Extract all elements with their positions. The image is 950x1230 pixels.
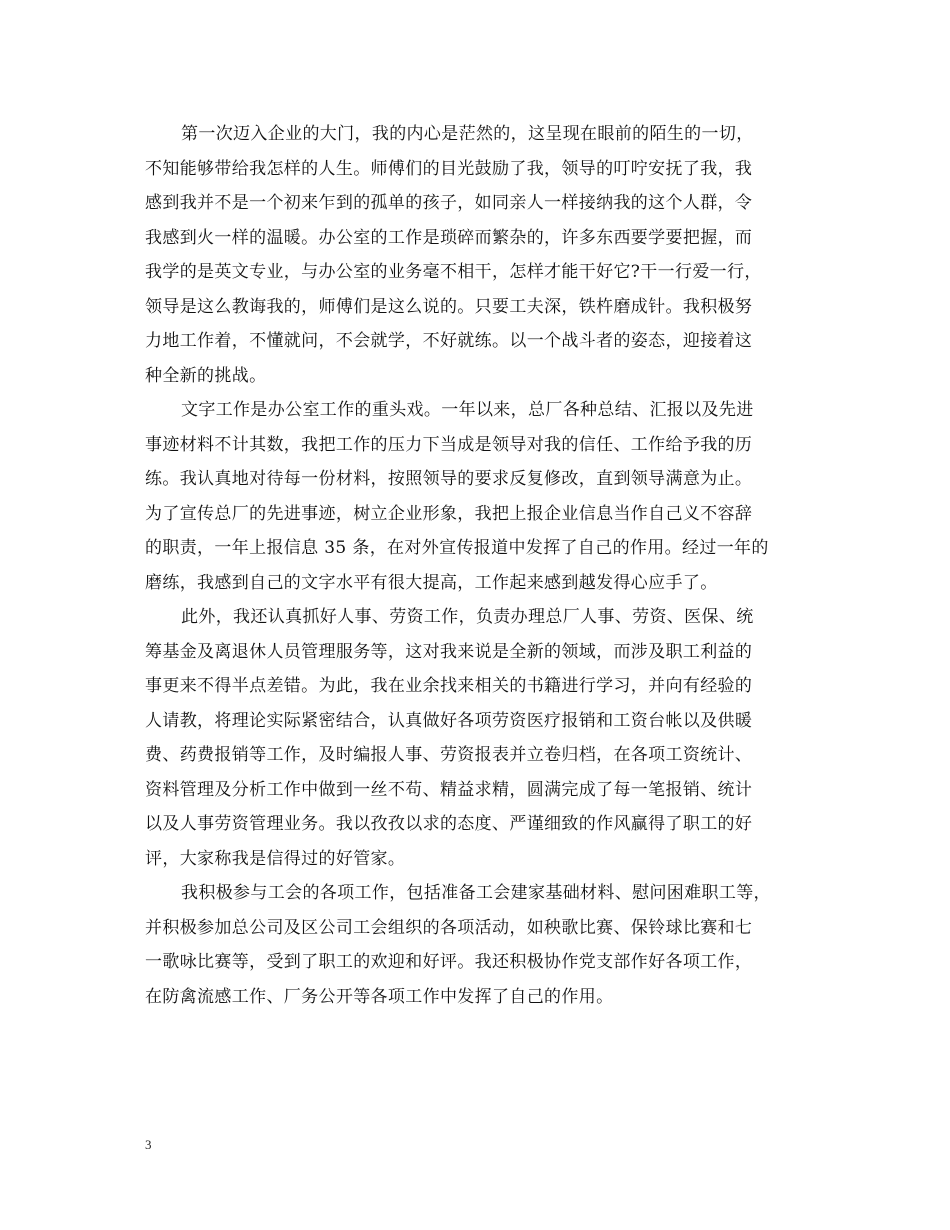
text-line: 费、药费报销等工作，及时编报人事、劳资报表并立卷归档，在各项工资统计、 [145,745,753,765]
paragraph-3 [145,600,807,876]
text-line: 的职责，一年上报信息 35 条，在对外宣传报道中发挥了自己的作用。经过一年的 [145,538,769,558]
paragraph-1 [145,117,807,393]
document-body [145,117,807,1014]
paragraph-4 [145,876,807,1014]
text-line: 种全新的挑战。 [145,365,267,386]
text-line: 感到我并不是一个初来乍到的孤单的孩子，如同亲人一样接纳我的这个人群，令 [145,193,753,213]
text-line: 资料管理及分析工作中做到一丝不苟、精益求精，圆满完成了每一笔报销、统计 [145,779,753,800]
text-line: 不知能够带给我怎样的人生。师傅们的目光鼓励了我，领导的叮咛安抚了我，我 [145,158,753,179]
paragraph-2 [145,393,807,600]
text-line: 我积极参与工会的各项工作，包括准备工会建家基础材料、慰问困难职工等， [181,883,771,903]
text-line: 力地工作着，不懂就问，不会就学，不好就练。以一个战斗者的姿态，迎接着这 [145,331,753,351]
text-line: 我感到火一样的温暖。办公室的工作是琐碎而繁杂的，许多东西要学要把握，而 [145,227,753,248]
text-line: 磨练，我感到自己的文字水平有很大提高，工作起来感到越发得心应手了。 [145,572,718,593]
text-line: 为了宣传总厂的先进事迹，树立企业形象，我把上报企业信息当作自己义不容辞 [145,503,753,524]
text-line: 一歌咏比赛等，受到了职工的欢迎和好评。我还积极协作党支部作好各项工作， [145,952,753,972]
page-number: 3 [145,1137,152,1152]
text-line: 领导是这么教诲我的，师傅们是这么说的。只要工夫深，铁杵磨成针。我积极努 [145,296,753,317]
text-line: 筹基金及离退休人员管理服务等，这对我来说是全新的领域，而涉及职工利益的 [145,641,753,662]
text-line: 以及人事劳资管理业务。我以孜孜以求的态度、严谨细致的作风赢得了职工的好 [145,814,753,834]
text-line: 文字工作是办公室工作的重头戏。一年以来，总厂各种总结、汇报以及先进 [181,400,754,420]
text-line: 事更来不得半点差错。为此，我在业余找来相关的书籍进行学习，并向有经验的 [145,676,753,696]
text-line: 练。我认真地对待每一份材料，按照领导的要求反复修改，直到领导满意为止。 [145,469,753,489]
text-line: 评，大家称我是信得过的好管家。 [145,848,406,869]
text-line: 在防禽流感工作、厂务公开等各项工作中发挥了自己的作用。 [145,986,614,1007]
text-line: 此外，我还认真抓好人事、劳资工作，负责办理总厂人事、劳资、医保、统 [181,607,754,627]
text-line: 我学的是英文专业，与办公室的业务毫不相干，怎样才能干好它?干一行爱一行， [145,262,762,282]
text-line: 并积极参加总公司及区公司工会组织的各项活动，如秧歌比赛、保铃球比赛和七 [145,917,753,938]
text-line: 第一次迈入企业的大门，我的内心是茫然的，这呈现在眼前的陌生的一切， [181,124,754,144]
text-line: 人请教，将理论实际紧密结合，认真做好各项劳资医疗报销和工资台帐以及供暖 [145,710,753,731]
text-line: 事迹材料不计其数，我把工作的压力下当成是领导对我的信任、工作给予我的历 [145,434,753,455]
